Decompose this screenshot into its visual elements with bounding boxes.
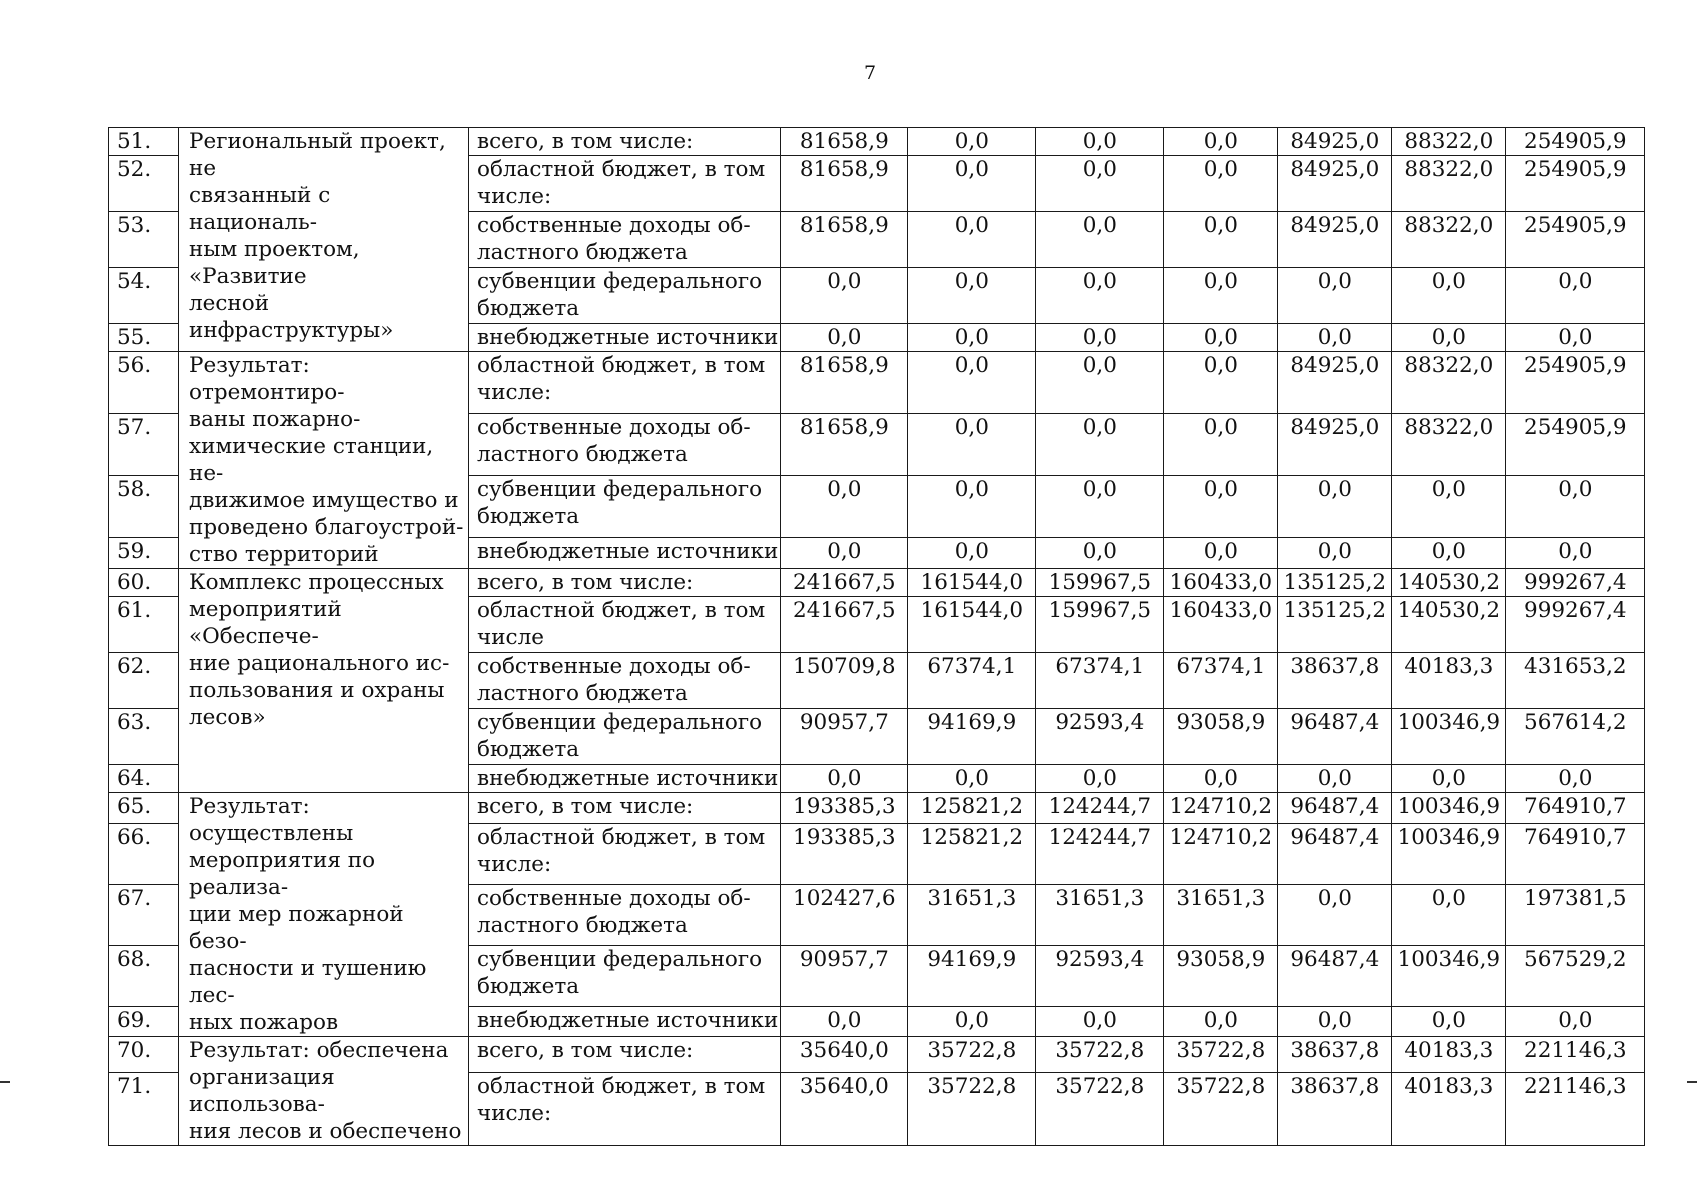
year-value-cell: 0,0 [1036,156,1164,212]
total-value-cell: 431653,2 [1506,653,1645,709]
year-value-cell: 92593,4 [1036,945,1164,1006]
year-value-cell: 0,0 [1164,476,1278,538]
year-value-cell: 161544,0 [908,597,1036,653]
row-number: 61. [109,597,179,653]
text-line: связанный с националь- [189,183,331,235]
year-value-cell: 160433,0 [1164,597,1278,653]
year-value-cell: 35722,8 [908,1073,1036,1146]
funding-source [469,765,781,793]
year-value-cell: 124244,7 [1036,823,1164,884]
funding-source [469,1073,781,1146]
year-value-cell: 241667,5 [781,569,908,597]
year-value-cell: 93058,9 [1164,945,1278,1006]
funding-source [469,1006,781,1037]
total-value-cell: 999267,4 [1506,597,1645,653]
year-value-cell: 93058,9 [1164,709,1278,765]
row-number: 55. [109,324,179,352]
row-number: 56. [109,352,179,414]
text-line: числе: [477,380,552,405]
year-value-cell: 35722,8 [908,1037,1036,1073]
year-value-cell: 67374,1 [1036,653,1164,709]
text-line: субвенции федерального [477,269,763,294]
year-value-cell: 67374,1 [908,653,1036,709]
year-value-cell: 0,0 [908,128,1036,156]
text-line: пользования и охраны [189,678,445,703]
text-line: собственные доходы об- [477,885,751,911]
year-value-cell: 160433,0 [1164,569,1278,597]
text-line: ластного бюджета [477,912,688,938]
text-line: мероприятий «Обеспече- [189,597,342,649]
table-body [109,128,1645,1146]
total-value-cell: 0,0 [1506,765,1645,793]
table-row [109,352,1645,414]
year-value-cell: 0,0 [1036,414,1164,476]
year-value-cell: 38637,8 [1278,1037,1392,1073]
year-value-cell: 0,0 [781,1006,908,1037]
text-line: субвенции федерального [477,946,763,972]
year-value-cell: 0,0 [908,324,1036,352]
year-value-cell: 0,0 [1392,324,1506,352]
year-value-cell: 81658,9 [781,156,908,212]
year-value-cell: 0,0 [1036,538,1164,569]
year-value-cell: 100346,9 [1392,709,1506,765]
row-number: 69. [109,1006,179,1037]
text-line: лесной инфраструктуры» [189,291,394,343]
left-margin-mark [0,1081,10,1083]
text-line: бюджета [477,504,580,529]
year-value-cell: 96487,4 [1278,823,1392,884]
year-value-cell: 161544,0 [908,569,1036,597]
text-line: Результат: осуществлены [189,794,354,846]
text-line: движимое имущество и [189,488,459,513]
funding-source [469,538,781,569]
text-line: всего, в том числе: [477,570,694,595]
year-value-cell: 96487,4 [1278,945,1392,1006]
text-line: ство территорий [189,542,379,567]
total-value-cell: 221146,3 [1506,1073,1645,1146]
year-value-cell: 135125,2 [1278,597,1392,653]
year-value-cell: 84925,0 [1278,212,1392,268]
year-value-cell: 90957,7 [781,709,908,765]
funding-source [469,569,781,597]
total-value-cell: 0,0 [1506,476,1645,538]
text-line: ластного бюджета [477,442,688,467]
row-number: 52. [109,156,179,212]
text-line: лесов» [189,705,266,730]
row-number: 66. [109,823,179,884]
funding-source [469,414,781,476]
year-value-cell: 31651,3 [1036,884,1164,945]
year-value-cell: 96487,4 [1278,709,1392,765]
text-line: пасности и тушению лес- [189,956,427,1008]
year-value-cell: 0,0 [1164,414,1278,476]
text-line: ции мер пожарной безо- [189,902,404,954]
year-value-cell: 125821,2 [908,793,1036,824]
year-value-cell: 159967,5 [1036,569,1164,597]
year-value-cell: 124710,2 [1164,793,1278,824]
year-value-cell: 67374,1 [1164,653,1278,709]
year-value-cell: 35640,0 [781,1073,908,1146]
total-value-cell: 254905,9 [1506,352,1645,414]
text-line: ным проектом, «Развитие [189,237,360,289]
row-number: 59. [109,538,179,569]
year-value-cell: 31651,3 [908,884,1036,945]
table-row [109,1037,1645,1073]
total-value-cell: 999267,4 [1506,569,1645,597]
activity-name [179,793,469,1037]
row-number: 64. [109,765,179,793]
year-value-cell: 100346,9 [1392,793,1506,824]
year-value-cell: 0,0 [1164,352,1278,414]
total-value-cell: 567529,2 [1506,945,1645,1006]
text-line: областной бюджет, в том [477,353,766,378]
text-line: внебюджетные источники [477,1007,779,1033]
year-value-cell: 0,0 [1278,324,1392,352]
funding-source [469,268,781,324]
activity-name [179,128,469,352]
year-value-cell: 0,0 [1392,476,1506,538]
year-value-cell: 0,0 [1164,1006,1278,1037]
row-number: 53. [109,212,179,268]
funding-source [469,476,781,538]
year-value-cell: 193385,3 [781,793,908,824]
year-value-cell: 94169,9 [908,945,1036,1006]
text-line: числе [477,625,544,650]
table-row [109,793,1645,824]
row-number: 71. [109,1073,179,1146]
year-value-cell: 0,0 [1278,268,1392,324]
year-value-cell: 0,0 [1036,352,1164,414]
year-value-cell: 84925,0 [1278,414,1392,476]
year-value-cell: 88322,0 [1392,212,1506,268]
year-value-cell: 88322,0 [1392,128,1506,156]
text-line: субвенции федерального [477,477,763,502]
row-number: 65. [109,793,179,824]
text-line: собственные доходы об- [477,415,751,440]
year-value-cell: 0,0 [1278,1006,1392,1037]
year-value-cell: 88322,0 [1392,156,1506,212]
text-line: числе: [477,851,552,877]
funding-source [469,653,781,709]
year-value-cell: 84925,0 [1278,156,1392,212]
text-line: бюджета [477,737,580,762]
year-value-cell: 0,0 [1278,765,1392,793]
funding-source [469,823,781,884]
total-value-cell: 254905,9 [1506,128,1645,156]
year-value-cell: 35722,8 [1164,1073,1278,1146]
right-margin-mark [1687,1081,1697,1083]
year-value-cell: 0,0 [908,765,1036,793]
year-value-cell: 0,0 [1392,1006,1506,1037]
year-value-cell: 125821,2 [908,823,1036,884]
funding-source [469,128,781,156]
funding-source [469,793,781,824]
funding-source [469,1037,781,1073]
year-value-cell: 0,0 [1036,212,1164,268]
year-value-cell: 38637,8 [1278,653,1392,709]
row-number: 62. [109,653,179,709]
year-value-cell: 100346,9 [1392,945,1506,1006]
total-value-cell: 221146,3 [1506,1037,1645,1073]
year-value-cell: 0,0 [1036,324,1164,352]
text-line: химические станции, не- [189,434,434,486]
total-value-cell: 0,0 [1506,1006,1645,1037]
text-line: ластного бюджета [477,681,688,706]
year-value-cell: 90957,7 [781,945,908,1006]
row-number: 58. [109,476,179,538]
text-line: ных пожаров [189,1010,339,1035]
year-value-cell: 124244,7 [1036,793,1164,824]
text-line: Результат: обеспечена [189,1038,449,1063]
text-line: областной бюджет, в том [477,824,766,850]
text-line: субвенции федерального [477,710,763,735]
year-value-cell: 0,0 [1278,476,1392,538]
year-value-cell: 0,0 [1036,1006,1164,1037]
year-value-cell: 0,0 [908,1006,1036,1037]
year-value-cell: 0,0 [908,352,1036,414]
text-line: мероприятия по реализа- [189,848,376,900]
text-line: проведено благоустрой- [189,515,464,540]
total-value-cell: 0,0 [1506,324,1645,352]
year-value-cell: 0,0 [781,765,908,793]
year-value-cell: 31651,3 [1164,884,1278,945]
year-value-cell: 96487,4 [1278,793,1392,824]
total-value-cell: 567614,2 [1506,709,1645,765]
table-row [109,128,1645,156]
text-line: Результат: отремонтиро- [189,353,345,405]
total-value-cell: 254905,9 [1506,156,1645,212]
text-line: внебюджетные источники [477,325,779,350]
total-value-cell: 764910,7 [1506,793,1645,824]
year-value-cell: 92593,4 [1036,709,1164,765]
year-value-cell: 40183,3 [1392,1037,1506,1073]
text-line: всего, в том числе: [477,794,694,819]
total-value-cell: 254905,9 [1506,212,1645,268]
year-value-cell: 0,0 [1164,324,1278,352]
total-value-cell: 197381,5 [1506,884,1645,945]
year-value-cell: 0,0 [1392,268,1506,324]
year-value-cell: 0,0 [1036,128,1164,156]
text-line: Комплекс процессных [189,570,444,595]
total-value-cell: 764910,7 [1506,823,1645,884]
year-value-cell: 0,0 [1164,156,1278,212]
text-line: Региональный проект, не [189,129,446,181]
year-value-cell: 102427,6 [781,884,908,945]
funding-source [469,709,781,765]
year-value-cell: 81658,9 [781,212,908,268]
row-number: 63. [109,709,179,765]
year-value-cell: 81658,9 [781,352,908,414]
funding-table [108,127,1645,1146]
year-value-cell: 0,0 [1164,765,1278,793]
year-value-cell: 0,0 [1036,268,1164,324]
year-value-cell: 35722,8 [1036,1073,1164,1146]
text-line: областной бюджет, в том [477,1074,766,1100]
year-value-cell: 40183,3 [1392,1073,1506,1146]
text-line: собственные доходы об- [477,213,751,238]
year-value-cell: 0,0 [1278,884,1392,945]
year-value-cell: 0,0 [908,212,1036,268]
text-line: организация использова- [189,1065,335,1117]
year-value-cell: 0,0 [781,268,908,324]
year-value-cell: 81658,9 [781,128,908,156]
year-value-cell: 0,0 [1392,765,1506,793]
year-value-cell: 150709,8 [781,653,908,709]
year-value-cell: 0,0 [908,476,1036,538]
year-value-cell: 84925,0 [1278,128,1392,156]
row-number: 70. [109,1037,179,1073]
total-value-cell: 254905,9 [1506,414,1645,476]
activity-name [179,352,469,569]
year-value-cell: 0,0 [1392,884,1506,945]
text-line: числе: [477,1101,552,1127]
year-value-cell: 88322,0 [1392,414,1506,476]
year-value-cell: 35722,8 [1036,1037,1164,1073]
year-value-cell: 124710,2 [1164,823,1278,884]
text-line: ваны пожарно- [189,407,361,432]
year-value-cell: 241667,5 [781,597,908,653]
text-line: всего, в том числе: [477,1038,694,1063]
table-row [109,569,1645,597]
year-value-cell: 0,0 [908,414,1036,476]
text-line: числе: [477,184,552,209]
text-line: внебюджетные источники [477,766,779,791]
year-value-cell: 38637,8 [1278,1073,1392,1146]
text-line: бюджета [477,296,580,321]
year-value-cell: 81658,9 [781,414,908,476]
text-line: собственные доходы об- [477,654,751,679]
year-value-cell: 0,0 [1164,538,1278,569]
funding-source [469,352,781,414]
year-value-cell: 0,0 [1164,212,1278,268]
year-value-cell: 193385,3 [781,823,908,884]
activity-name [179,569,469,793]
funding-source [469,945,781,1006]
page-number: 7 [863,62,877,84]
year-value-cell: 159967,5 [1036,597,1164,653]
text-line: всего, в том числе: [477,129,694,154]
year-value-cell: 94169,9 [908,709,1036,765]
year-value-cell: 0,0 [1164,128,1278,156]
year-value-cell: 0,0 [908,156,1036,212]
year-value-cell: 140530,2 [1392,597,1506,653]
row-number: 68. [109,945,179,1006]
year-value-cell: 0,0 [781,324,908,352]
text-line: бюджета [477,973,580,999]
text-line: внебюджетные источники [477,539,779,564]
year-value-cell: 0,0 [1036,476,1164,538]
year-value-cell: 0,0 [1278,538,1392,569]
year-value-cell: 88322,0 [1392,352,1506,414]
text-line: ния лесов и обеспечено [189,1119,462,1144]
text-line: ние рационального ис- [189,651,450,676]
year-value-cell: 0,0 [908,538,1036,569]
row-number: 67. [109,884,179,945]
year-value-cell: 0,0 [781,538,908,569]
year-value-cell: 0,0 [908,268,1036,324]
funding-source [469,156,781,212]
activity-name [179,1037,469,1146]
year-value-cell: 0,0 [1036,765,1164,793]
row-number: 57. [109,414,179,476]
year-value-cell: 100346,9 [1392,823,1506,884]
year-value-cell: 140530,2 [1392,569,1506,597]
text-line: областной бюджет, в том [477,157,766,182]
funding-source [469,324,781,352]
row-number: 51. [109,128,179,156]
row-number: 60. [109,569,179,597]
funding-source [469,212,781,268]
funding-source [469,597,781,653]
year-value-cell: 40183,3 [1392,653,1506,709]
text-line: ластного бюджета [477,240,688,265]
funding-source [469,884,781,945]
year-value-cell: 35640,0 [781,1037,908,1073]
row-number: 54. [109,268,179,324]
text-line: областной бюджет, в том [477,598,766,623]
year-value-cell: 0,0 [1164,268,1278,324]
year-value-cell: 84925,0 [1278,352,1392,414]
year-value-cell: 35722,8 [1164,1037,1278,1073]
total-value-cell: 0,0 [1506,538,1645,569]
year-value-cell: 135125,2 [1278,569,1392,597]
year-value-cell: 0,0 [781,476,908,538]
total-value-cell: 0,0 [1506,268,1645,324]
year-value-cell: 0,0 [1392,538,1506,569]
